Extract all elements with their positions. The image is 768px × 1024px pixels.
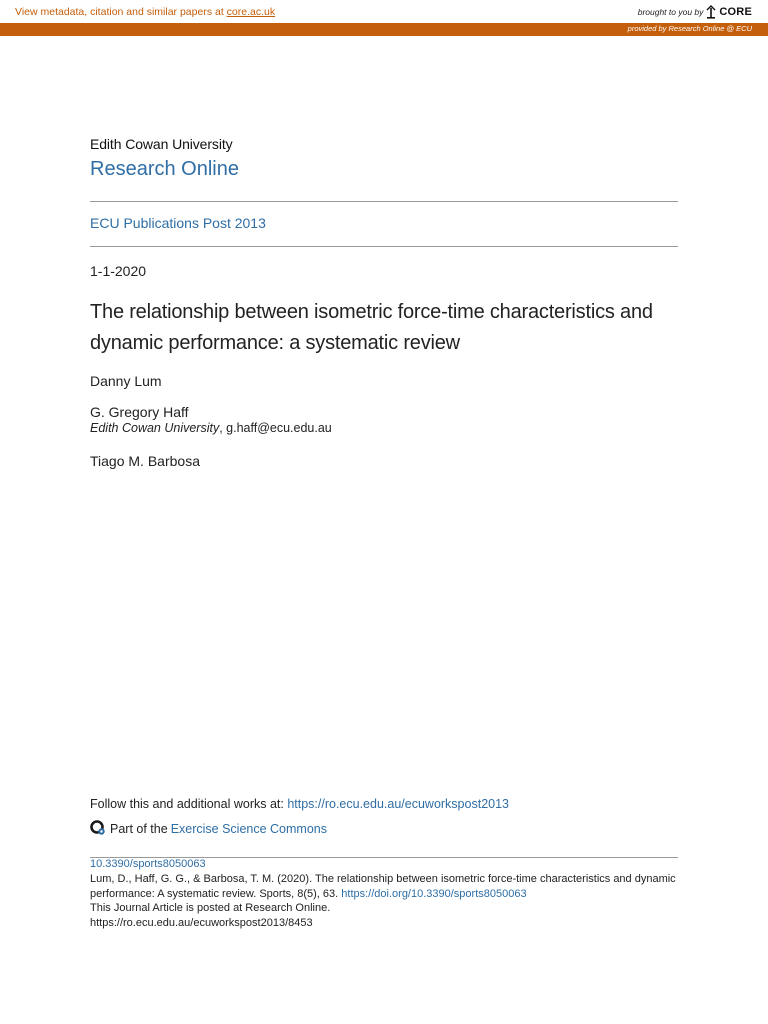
series-link[interactable]: ECU Publications Post 2013 [90, 215, 266, 231]
discipline-link[interactable]: Exercise Science Commons [170, 821, 327, 836]
institution-name: Edith Cowan University [90, 136, 233, 152]
publication-date: 1-1-2020 [90, 263, 147, 279]
doi-url-link[interactable]: https://doi.org/10.3390/sports8050063 [341, 887, 527, 900]
author-name: Danny Lum [90, 373, 162, 389]
author-email: , g.haff@ecu.edu.au [219, 421, 332, 435]
core-banner [0, 0, 768, 23]
core-metadata-line [15, 6, 275, 18]
citation-text: Lum, D., Haff, G. G., & Barbosa, T. M. (2020). The relationship between isometric force-time characteristics and dynamic performance: A systematic review. Sports, 8(5), 63. [90, 873, 676, 900]
part-of-line [90, 820, 327, 837]
doi-link[interactable]: 10.3390/sports8050063 [90, 858, 206, 870]
posted-note: This Journal Article is posted at Research Online. [90, 902, 331, 914]
core-logo-icon [706, 5, 716, 19]
commons-logo-icon [90, 820, 107, 837]
article-title: The relationship between isometric force-time characteristics and dynamic performance: a systematic review [90, 301, 653, 354]
collection-link[interactable]: https://ro.ecu.edu.au/ecuworkspost2013 [287, 797, 509, 811]
core-brand[interactable] [638, 4, 752, 20]
affiliation-institution: Edith Cowan University [90, 421, 220, 435]
repository-name[interactable]: Research Online [90, 158, 239, 180]
author-affiliation [90, 421, 332, 435]
core-link[interactable]: core.ac.uk [226, 6, 276, 18]
core-provided-bar [0, 23, 768, 36]
provided-by-text: provided by Research Online @ ECU [627, 24, 752, 33]
core-metadata-text: View metadata, citation and similar papers at [15, 6, 227, 18]
citation-block [90, 872, 690, 930]
author-name: Tiago M. Barbosa [90, 453, 200, 469]
part-of-text: Part of the [110, 821, 168, 836]
author-name: G. Gregory Haff [90, 404, 189, 420]
brought-by-text: brought to you by [637, 7, 704, 17]
divider [90, 246, 678, 247]
item-url: https://ro.ecu.edu.au/ecuworkspost2013/8453 [90, 916, 313, 929]
follow-line [90, 797, 509, 811]
core-wordmark: CORE [719, 6, 752, 18]
follow-text: Follow this and additional works at: [90, 797, 288, 811]
divider [90, 201, 678, 202]
